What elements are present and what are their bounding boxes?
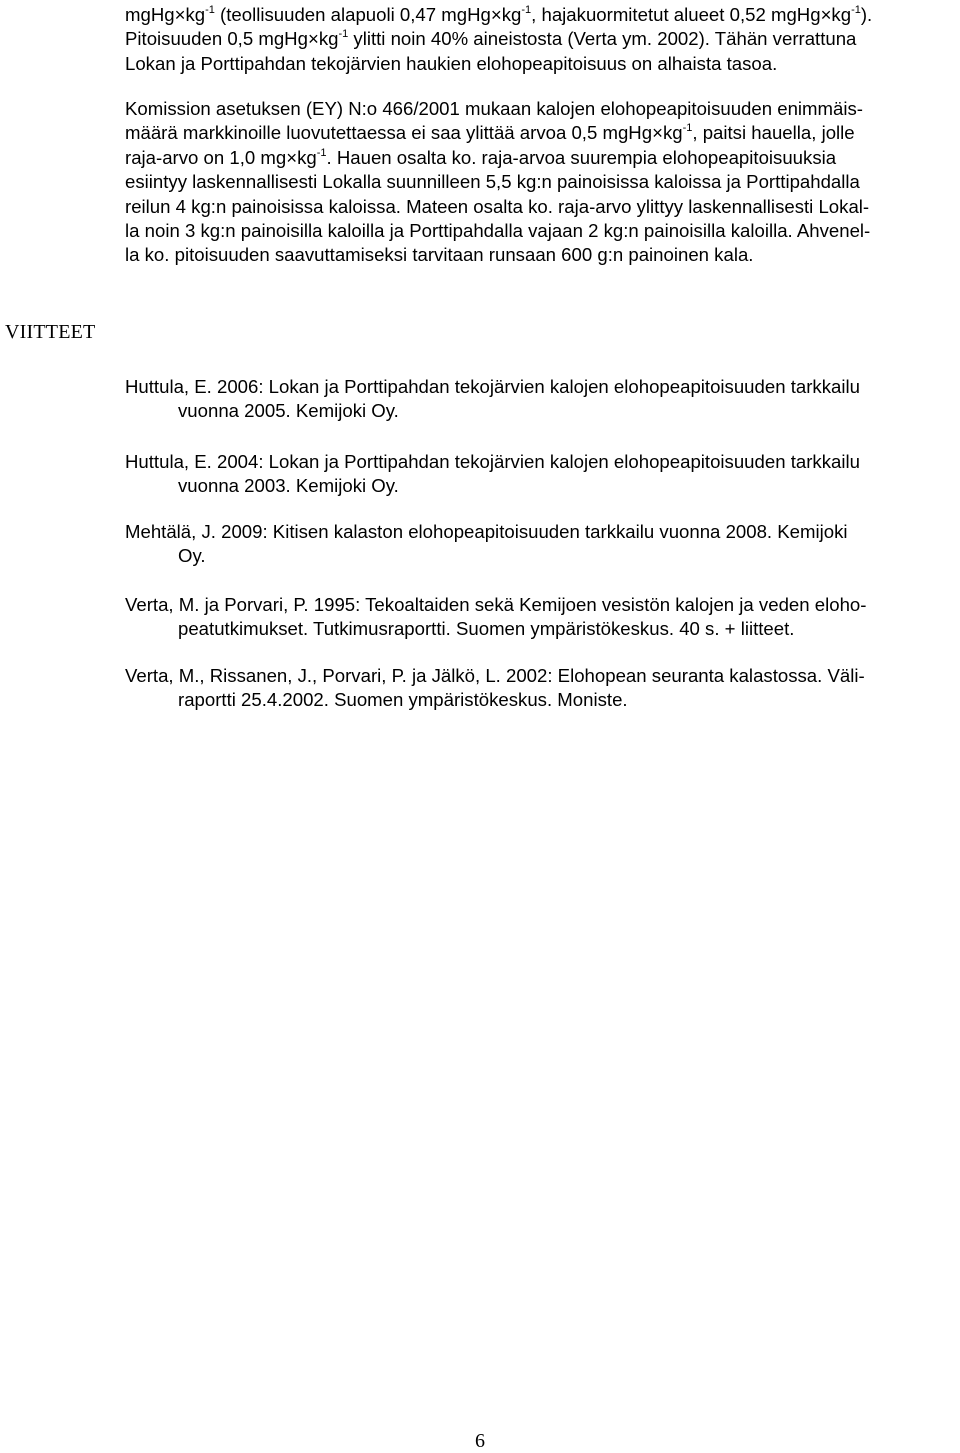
superscript-exponent: -1 <box>682 122 693 135</box>
reference-line: Huttula, E. 2006: Lokan ja Porttipahdan tekojärvien kalojen elohopeapitoisuuden tarkkailu <box>125 376 860 397</box>
text-run: kg <box>297 146 317 168</box>
text-run: , hajakuormitetut alueet 0,52 mgHg <box>531 4 821 25</box>
paragraph-line: Lokan ja Porttipahdan tekojärvien haukien elohopeapitoisuus on alhaista tasoa. <box>125 52 778 74</box>
page-number: 6 <box>475 1430 485 1452</box>
paragraph-line <box>125 27 953 51</box>
text-run: raja-arvo on 1,0 mg <box>125 146 287 168</box>
paragraph-line: reilun 4 kg:n painoisissa kaloissa. Mateen osalta ko. raja-arvo ylittyy laskennallisesti Lokal- <box>125 195 870 217</box>
text-run: (teollisuuden alapuoli 0,47 mgHg <box>214 4 491 25</box>
text-run: Pitoisuuden 0,5 mgHg <box>125 28 308 50</box>
text-run: määrä markkinoille luovutettaessa ei saa ylittää arvoa 0,5 mgHg <box>125 122 653 144</box>
paragraph-line: la ko. pitoisuuden saavuttamiseksi tarvitaan runsaan 600 g:n painoinen kala. <box>125 244 754 266</box>
reference-line: Oy. <box>178 545 206 567</box>
text-run: mgHg <box>125 4 175 25</box>
text-run: kg <box>501 4 522 25</box>
text-run: ). <box>860 4 873 25</box>
reference-line: Verta, M., Rissanen, J., Porvari, P. ja Jälkö, L. 2002: Elohopean seuranta kalastossa. Väli- <box>125 665 865 686</box>
paragraph-line: Komission asetuksen (EY) N:o 466/2001 mukaan kalojen elohopeapitoisuuden enimmäis- <box>125 98 863 119</box>
times-sign: × <box>820 4 832 25</box>
reference-line: Verta, M. ja Porvari, P. 1995: Tekoaltaiden sekä Kemijoen vesistön kalojen ja veden eloho- <box>125 594 867 615</box>
text-run: kg <box>185 4 206 25</box>
reference-line: raportti 25.4.2002. Suomen ympäristökeskus. Moniste. <box>178 689 628 711</box>
reference-line: Mehtälä, J. 2009: Kitisen kalaston elohopeapitoisuuden tarkkailu vuonna 2008. Kemijoki <box>125 521 848 542</box>
paragraph-line <box>125 121 953 145</box>
superscript-exponent: -1 <box>851 4 861 16</box>
body-paragraph-mercury-levels <box>125 3 953 76</box>
paragraph-line <box>125 146 953 170</box>
times-sign: × <box>174 4 186 25</box>
times-sign: × <box>307 28 319 50</box>
reference-line: peatutkimukset. Tutkimusraportti. Suomen ympäristökeskus. 40 s. + liitteet. <box>178 618 795 640</box>
paragraph-line: esiintyy laskennallisesti Lokalla suunnilleen 5,5 kg:n painoisissa kaloissa ja Porttipahdalla <box>125 171 860 193</box>
times-sign: × <box>286 146 298 168</box>
reference-line: vuonna 2005. Kemijoki Oy. <box>178 400 399 422</box>
text-run: , paitsi hauella, jolle <box>692 122 855 144</box>
text-run: kg <box>831 4 852 25</box>
reference-line: Huttula, E. 2004: Lokan ja Porttipahdan tekojärvien kalojen elohopeapitoisuuden tarkkailu <box>125 451 860 472</box>
reference-entry <box>125 375 953 424</box>
reference-line: vuonna 2003. Kemijoki Oy. <box>178 475 399 497</box>
times-sign: × <box>490 4 502 25</box>
text-run: . Hauen osalta ko. raja-arvoa suurempia elohopeapitoisuuksia <box>326 146 837 168</box>
superscript-exponent: -1 <box>205 4 215 16</box>
body-paragraph-regulation-limits <box>125 97 953 268</box>
paragraph-line: la noin 3 kg:n painoisilla kaloilla ja Porttipahdalla vajaan 2 kg:n painoisilla kaloilla. Ahvenel- <box>125 220 871 242</box>
reference-entry <box>125 664 953 713</box>
text-run: kg <box>318 28 339 50</box>
references-heading: VIITTEET <box>5 321 96 343</box>
text-run: ylitti noin 40% aineistosta (Verta ym. 2002). Tähän verrattuna <box>348 28 857 50</box>
superscript-exponent: -1 <box>338 28 349 41</box>
reference-entry <box>125 593 953 642</box>
text-run: kg <box>662 122 683 144</box>
superscript-exponent: -1 <box>521 4 532 16</box>
superscript-exponent: -1 <box>316 146 327 159</box>
paragraph-line <box>125 3 953 27</box>
times-sign: × <box>652 122 663 144</box>
reference-entry <box>125 450 953 499</box>
reference-entry <box>125 520 953 569</box>
